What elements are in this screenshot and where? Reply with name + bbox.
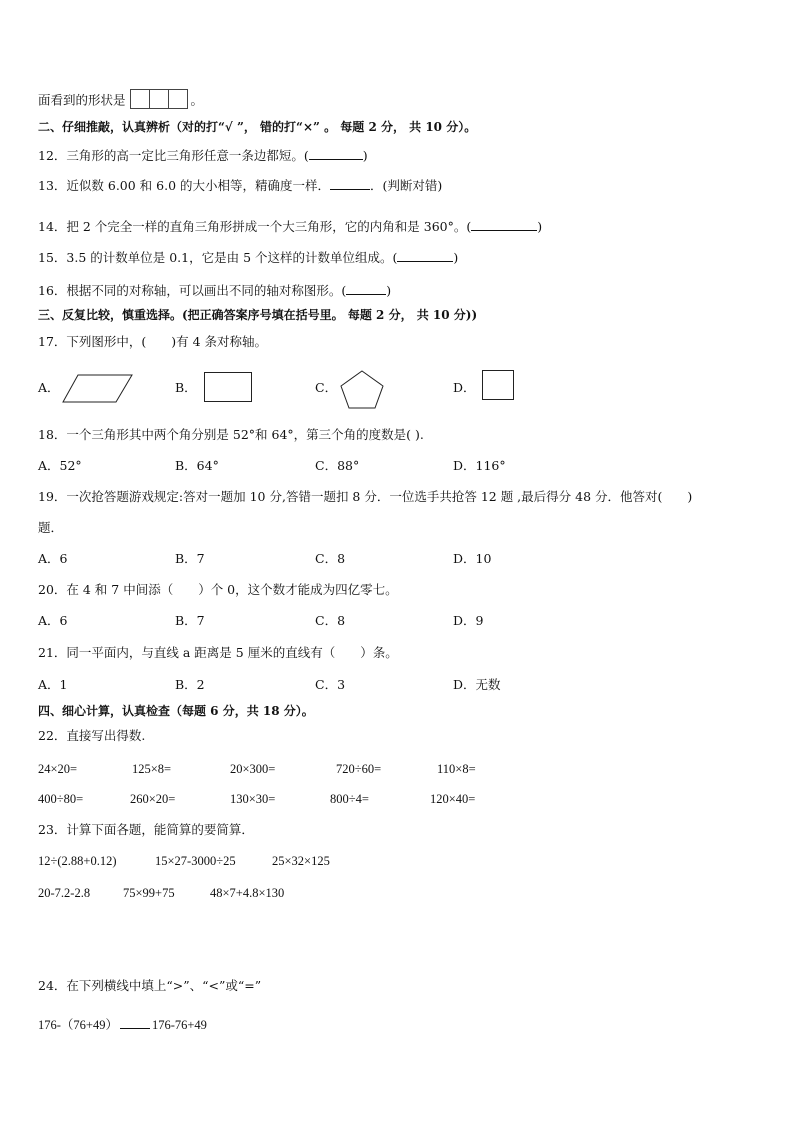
q18-option-a[interactable]: A．52° — [38, 458, 82, 473]
q21-option-c[interactable]: C．3 — [315, 677, 346, 692]
question-19-text: 19．一次抢答题游戏规定:答对一题加 10 分,答错一题扣 8 分．一位选手共抢答 12 题 ,最后得分 48 分．他答对( ) — [38, 489, 693, 504]
question-13-text: 13．近似数 6.00 和 6.0 的大小相等，精确度一样． — [38, 178, 331, 193]
q22-item: 24×20= — [38, 762, 78, 776]
question-12-text: 12．三角形的高一定比三角形任意一条边都短。( — [38, 148, 309, 163]
question-16 — [38, 282, 391, 299]
q22-item: 125×8= — [132, 762, 172, 776]
question-20-text: 20．在 4 和 7 中间添（ ）个 0，这个数才能成为四亿零七。 — [38, 582, 398, 597]
q22-item: 110×8= — [437, 762, 476, 776]
q23-item: 25×32×125 — [272, 854, 330, 868]
parallelogram-icon — [62, 374, 134, 404]
answer-blank[interactable] — [346, 282, 386, 295]
top-line — [38, 89, 203, 113]
question-15 — [38, 249, 458, 266]
question-21-text: 21．同一平面内，与直线 a 距离是 5 厘米的直线有（ ）条。 — [38, 645, 398, 660]
question-13 — [38, 177, 442, 194]
q24-right-expression: 176-76+49 — [151, 1018, 207, 1032]
q22-item: 20×300= — [230, 762, 276, 776]
question-14-end: ) — [537, 219, 543, 234]
q20-option-a[interactable]: A．6 — [38, 613, 68, 628]
q19-option-d[interactable]: D．10 — [453, 551, 492, 566]
q23-item: 75×99+75 — [123, 886, 175, 900]
top-line-suffix: 。 — [190, 92, 204, 108]
three-squares-shape — [130, 89, 187, 113]
q22-item: 800÷4= — [330, 792, 369, 806]
q21-option-d[interactable]: D．无数 — [453, 677, 501, 692]
q23-item: 15×27-3000÷25 — [155, 854, 236, 868]
pentagon-icon — [340, 370, 386, 410]
q18-option-c[interactable]: C．88° — [315, 458, 360, 473]
q21-option-a[interactable]: A．1 — [38, 677, 68, 692]
q17-option-a[interactable]: A． — [38, 380, 60, 395]
q19-option-a[interactable]: A．6 — [38, 551, 68, 566]
question-24-text: 24．在下列横线中填上“>”、“<”或“=” — [38, 978, 262, 993]
section-3-title: 三、反复比较，慎重选择。(把正确答案序号填在括号里。 每题 2 分， 共 10 分)) — [38, 308, 478, 322]
answer-blank[interactable] — [120, 1016, 150, 1029]
question-18-text: 18．一个三角形其中两个角分别是 52°和 64°，第三个角的度数是( ). — [38, 427, 424, 442]
section-4-title: 四、细心计算，认真检查（每题 6 分，共 18 分）。 — [38, 704, 314, 718]
q23-item: 20-7.2-2.8 — [38, 886, 91, 900]
q20-option-b[interactable]: B．7 — [175, 613, 205, 628]
answer-blank[interactable] — [471, 218, 537, 231]
q24-left-expression: 176-（76+49） — [38, 1018, 118, 1032]
q18-option-b[interactable]: B．64° — [175, 458, 219, 473]
question-14 — [38, 218, 542, 235]
q23-item: 48×7+4.8×130 — [210, 886, 285, 900]
question-23-text: 23．计算下面各题，能简算的要简算． — [38, 822, 254, 837]
answer-blank[interactable] — [397, 249, 453, 262]
question-12-end: ) — [362, 148, 368, 163]
question-12 — [38, 147, 368, 164]
q18-option-d[interactable]: D．116° — [453, 458, 506, 473]
question-16-end: ) — [386, 283, 392, 298]
q22-item: 130×30= — [230, 792, 276, 806]
q22-item: 720÷60= — [336, 762, 382, 776]
section-2-title: 二、仔细推敲，认真辨析（对的打“√ ”， 错的打“×” 。 每题 2 分， 共 10 分）。 — [38, 120, 477, 134]
top-line-prefix: 面看到的形状是 — [38, 92, 126, 108]
q23-item: 12÷(2.88+0.12) — [38, 854, 117, 868]
question-22-text: 22．直接写出得数. — [38, 728, 146, 743]
q20-option-d[interactable]: D．9 — [453, 613, 484, 628]
answer-blank[interactable] — [330, 177, 370, 190]
question-24-expression — [38, 1016, 207, 1033]
rectangle-icon — [204, 372, 254, 404]
question-14-text: 14．把 2 个完全一样的直角三角形拼成一个大三角形，它的内角和是 360°。( — [38, 219, 472, 234]
q21-option-b[interactable]: B．2 — [175, 677, 205, 692]
q17-option-d[interactable]: D． — [453, 380, 476, 395]
question-15-end: ) — [453, 250, 459, 265]
q22-item: 260×20= — [130, 792, 176, 806]
q22-item: 120×40= — [430, 792, 476, 806]
question-19-text-2: 题． — [38, 520, 64, 535]
q20-option-c[interactable]: C．8 — [315, 613, 346, 628]
q22-item: 400÷80= — [38, 792, 84, 806]
question-16-text: 16．根据不同的对称轴，可以画出不同的轴对称图形。( — [38, 283, 347, 298]
q19-option-b[interactable]: B．7 — [175, 551, 205, 566]
question-15-text: 15．3.5 的计数单位是 0.1，它是由 5 个这样的计数单位组成。( — [38, 250, 398, 265]
q19-option-c[interactable]: C．8 — [315, 551, 346, 566]
question-17-text: 17．下列图形中，( )有 4 条对称轴。 — [38, 334, 268, 349]
question-13-end: ．(判断对错) — [370, 178, 443, 193]
q17-option-c[interactable]: C． — [315, 380, 338, 395]
answer-blank[interactable] — [309, 147, 363, 160]
q17-option-b[interactable]: B． — [175, 380, 197, 395]
square-icon — [482, 370, 516, 402]
